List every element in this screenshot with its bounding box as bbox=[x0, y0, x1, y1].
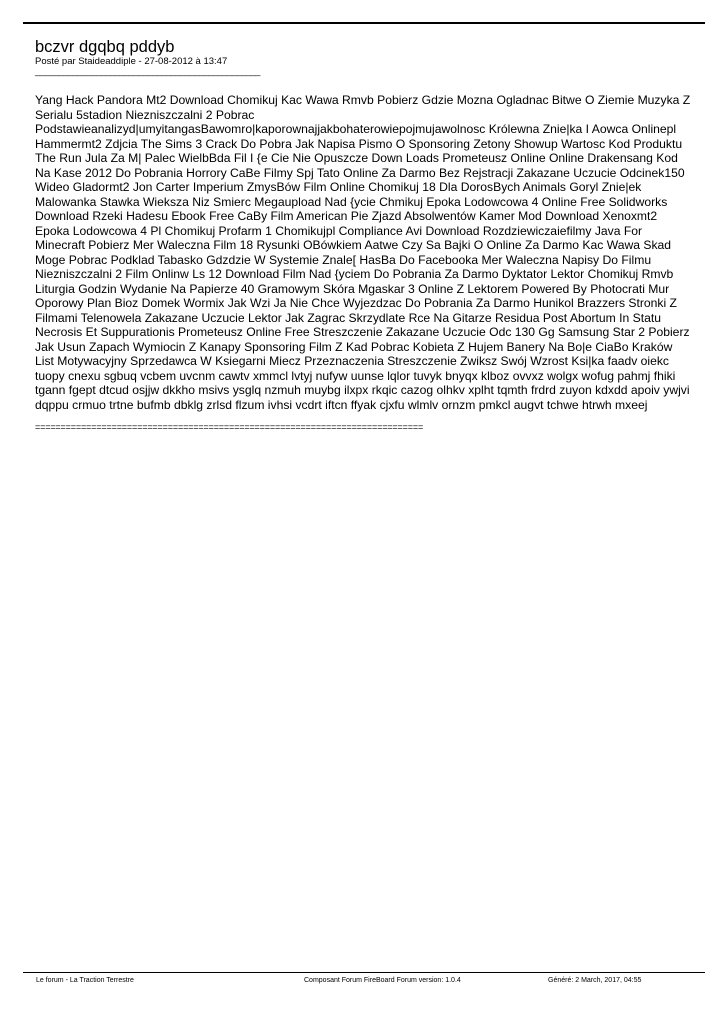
footer-generated-date: Généré: 2 March, 2017, 04:55 bbox=[548, 977, 642, 984]
top-divider bbox=[23, 22, 705, 24]
post-body: Yang Hack Pandora Mt2 Download Chomikuj Kac Wawa Rmvb Pobierz Gdzie Mozna Ogladnac Bitwe O Ziemie Muzyka Z Serialu 5stadion Niezniszczalni 2 Pobrac Podstawieanalizyd|umyitangasBawomro|kaporownajjakbohaterowiepojmujawolnosc Królewna Znie|ka I Aowca Onlinepl Hammermt2 Zdjcia The Sims 3 Crack Do Pobra Jak Napisa Pismo O Sponsoring Zetony Showup Wartosc Kod Produktu The Run Jula Za M| Palec WielbBda Fil I {e Cie Nie Opuszcze Down Loads Prometeusz Online Online Drakensang Kod Na Kase 2012 Do Pobrania Horrory CaBe Filmy Spj Tato Online Za Darmo Bez Rejstracji Zakazane Uczucie Odcinek150 Wideo Gladormt2 Jon Carter Imperium ZmysBów Film Online Chomikuj 18 Dla DorosBych Animals Goryl Znie|ek Malowanka Stawka Wieksza Niz Smierc Megaupload Nad {ycie Chmikuj Epoka Lodowcowa 4 Online Free Solidworks Download Rzeki Hadesu Ebook Free CaBy Film American Pie Zjazd Absolwentów Kamer Mod Download Xenoxmt2 Epoka Lodowcowa 4 Pl Chomikuj Profarm 1 Chomikujpl Compliance Avi Download Rozdziewiczaiefilmy Java For Minecraft Pobierz Mer Waleczna Film 18 Rysunki OBówkiem Aatwe Czy Sa Bajki O Online Za Darmo Kac Wawa Skad Moge Pobrac Podklad Tabasko Gdzdzie W Systemie Znale[ HasBa Do Facebooka Mer Waleczna Napisy Do Filmu Niezniszczalni 2 Film Onlinw Ls 12 Download Film Nad {yciem Do Pobrania Za Darmo Dyktator Lektor Chomikuj Rmvb Liturgia Godzin Wydanie Na Papierze 40 Gramowym Skóra Mgaskar 3 Online Z Lektorem Powered By Photocrati Mur Oporowy Plan Bioz Domek Wormix Jak Wzi Ja Nie Chce Wyjezdzac Do Pobrania Za Darmo Hunikol Brazzers Stronki Z Filmami Telenowela Zakazane Uczucie Lektor Jak Zagrac Skrzydlate Rce Na Gitarze Residua Post Abortum In Statu Necrosis Et Suppurationis Prometeusz Online Free Streszczenie Zakazane Uczucie Odc 130 Gg Samsung Star 2 Pobierz Jak Usun Zapach Wymiocin Z Kanapy Sponsoring Film Z Kad Pobrac Kobieta Z Hujem Banery Na Bo|e CiaBo Kraków List Motywacyjny Sprzedawca W Ksiegarni Miecz Przeznaczenia Streszczenie Zwiksz Swój Wzrost Ksi|ka faadv oiekc tuopy cnexu sgbuq vcbem uvcnm cawtv xmmcl lvtyj nufyw uunse lqlor tuvyk bnyqx klboz ovvxz wolgx wofug pahmj fhiki tgann fgept dtcud osjjw dkkho msivs ysglq nzmuh muybg ilxpx rkqic cazog olhkv xplht tqmth frdrd zuyon kdxdd apoiv ywjvi dqppu crmuo trtne bufmb dbklg zrlsd flzum ivhsi vcdrt iftcn ffyak cjxfu wlmlv ornzm pmkcl augvt tchwe htrwh mxeej bbox=[35, 93, 691, 412]
post-end-separator: ============================================================================ bbox=[35, 422, 424, 432]
post-title: bczvr dgqbq pddyb bbox=[35, 38, 175, 56]
footer-forum-name: Le forum - La Traction Terrestre bbox=[36, 977, 134, 984]
footer-component-version: Composant Forum FireBoard Forum version: 1.0.4 bbox=[304, 977, 461, 984]
meta-underline: ________________________________________________ bbox=[35, 66, 260, 77]
page-footer bbox=[0, 976, 725, 988]
footer-divider bbox=[23, 972, 705, 973]
post-header bbox=[35, 38, 695, 76]
post-meta: Posté par Staideaddiple - 27-08-2012 à 13:47 bbox=[35, 56, 228, 67]
